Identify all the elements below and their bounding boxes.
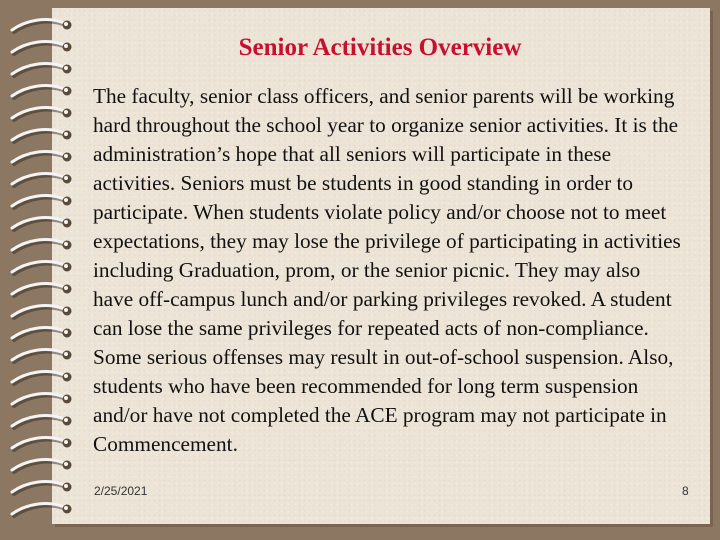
binding-ring <box>12 349 72 362</box>
binding-ring <box>12 437 72 450</box>
binding-ring <box>12 459 72 472</box>
binding-ring <box>12 85 72 98</box>
binding-ring <box>12 261 72 274</box>
slide-body-text: The faculty, senior class officers, and senior parents will be working hard throughout the school year to organize senior activities. It is the administration’s hope that all seniors will participate in these activities. Seniors must be students in good standing in order to participate. When students violate policy and/or choose not to meet expectations, they may lose the privilege of participating in activities including Graduation, prom, or the senior picnic. They may also have off-campus lunch and/or parking privileges revoked. A student can lose the same privileges for repeated acts of non-compliance. Some serious offenses may result in out-of-school suspension. Also, students who have been recommended for long term suspension and/or have not completed the ACE program may not participate in Commencement. <box>93 84 681 456</box>
binding-ring <box>12 173 72 186</box>
binding-ring <box>12 129 72 142</box>
binding-ring <box>12 63 72 76</box>
binding-ring <box>12 151 72 164</box>
binding-ring <box>12 195 72 208</box>
binding-ring <box>12 239 72 252</box>
binding-ring <box>12 107 72 120</box>
binding-ring <box>12 415 72 428</box>
binding-ring <box>12 481 72 494</box>
binding-ring <box>12 305 72 318</box>
binding-ring <box>12 393 72 406</box>
binding-ring <box>12 217 72 230</box>
spiral-binding-icon <box>0 0 95 540</box>
binding-ring <box>12 371 72 384</box>
binding-ring <box>12 327 72 340</box>
binding-ring <box>12 41 72 54</box>
slide-title: Senior Activities Overview <box>238 34 522 61</box>
binding-ring <box>12 19 72 32</box>
page-number: 8 <box>682 484 689 498</box>
footer-date: 2/25/2021 <box>94 484 148 498</box>
binding-ring <box>12 503 72 516</box>
binding-ring <box>12 283 72 296</box>
